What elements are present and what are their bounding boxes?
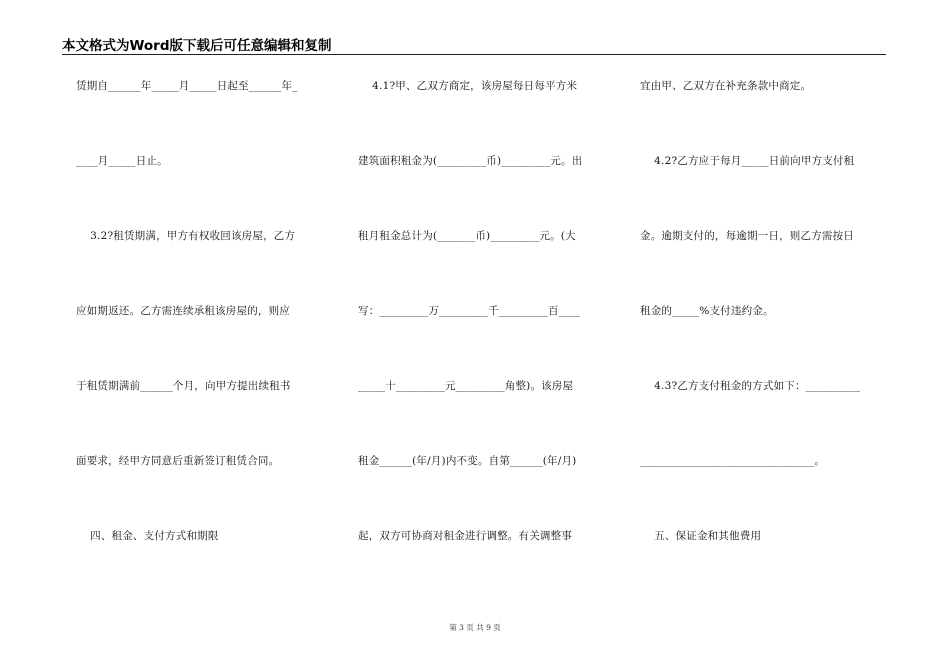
section-heading: 四、租金、支付方式和期限 xyxy=(76,530,219,542)
text-line: ____月_____日止。 xyxy=(76,155,168,167)
text-line: 赁期自______年_____月_____日起至______年_ xyxy=(76,80,298,92)
text-line: 应如期返还。乙方需连续承租该房屋的，则应 xyxy=(76,305,290,317)
section-heading: 五、保证金和其他费用 xyxy=(640,530,762,542)
text-column-2 xyxy=(358,0,613,672)
text-line: ________________________________。 xyxy=(640,455,826,467)
text-line: 4.3?乙方支付租金的方式如下：__________ xyxy=(640,380,861,392)
text-line: 于租赁期满前______个月，向甲方提出续租书 xyxy=(76,380,291,392)
document-header-title: 本文格式为Word版下载后可任意编辑和复制 xyxy=(62,38,332,54)
text-line: _____十_________元_________角整)。该房屋 xyxy=(358,380,574,392)
text-column-1 xyxy=(76,0,326,672)
text-line: 4.1?甲、乙双方商定，该房屋每日每平方米 xyxy=(358,80,578,92)
text-line: 4.2?乙方应于每月_____日前向甲方支付租 xyxy=(640,155,855,167)
text-line: 宜由甲、乙双方在补充条款中商定。 xyxy=(640,80,812,92)
text-line: 写：_________万_________千_________百____ xyxy=(358,305,581,317)
text-column-3 xyxy=(640,0,890,672)
page-number-footer: 第 3 页 共 9 页 xyxy=(449,623,501,632)
text-line: 建筑面积租金为(_________币)_________元。出 xyxy=(358,155,583,167)
text-line: 租金______(年/月)内不变。自第______(年/月) xyxy=(358,455,577,467)
text-line: 面要求，经甲方同意后重新签订租赁合同。 xyxy=(76,455,280,467)
text-line: 金。逾期支付的，每逾期一日，则乙方需按日 xyxy=(640,230,854,242)
text-line: 租月租金总计为(_______币)_________元。(大 xyxy=(358,230,576,242)
text-line: 3.2?租赁期满，甲方有权收回该房屋，乙方 xyxy=(76,230,296,242)
text-line: 租金的_____%支付违约金。 xyxy=(640,305,774,317)
text-line: 起，双方可协商对租金进行调整。有关调整事 xyxy=(358,530,572,542)
